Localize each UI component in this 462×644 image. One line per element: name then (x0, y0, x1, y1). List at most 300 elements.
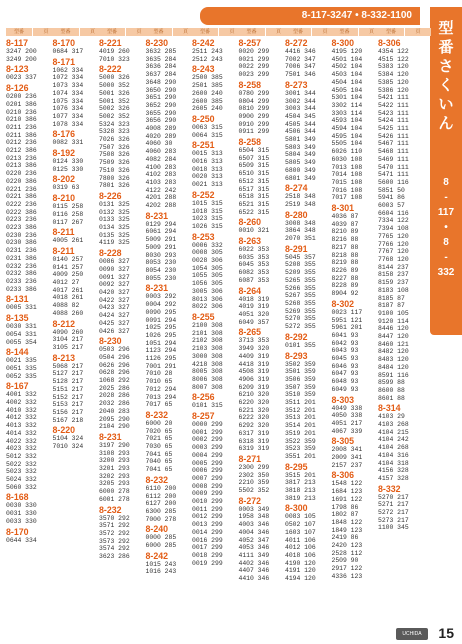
model-page-row: 8599 88 (378, 379, 405, 387)
model-page-row: 4104 268 (378, 444, 409, 452)
model-page-row: 2100 308 (192, 321, 223, 329)
model-page-row: 4906 319 (238, 375, 270, 383)
model-page-row: 2104 290 (99, 423, 130, 431)
model-page-row: 4191 120 (285, 567, 316, 575)
model-page-row: 4102 283 (145, 171, 177, 179)
model-page-row: 3949 320 (238, 345, 270, 353)
model-page-row: 6000 285 (145, 542, 177, 550)
model-page-row: 5001 352 (99, 97, 130, 105)
series-code: 8-232 (145, 474, 168, 485)
model-page-row: 0090 295 (145, 308, 177, 316)
model-page-row: 5471 111 (378, 171, 409, 179)
model-page-row: 5271 217 (378, 501, 409, 509)
model-page-row: 3864 348 (285, 227, 316, 235)
model-page-row: 3623 286 (99, 553, 130, 561)
model-page-row: 7017 108 (331, 194, 363, 202)
model-page-row: 0008 305 (192, 249, 223, 257)
column-header-label: 型番 (239, 28, 265, 36)
model-page-row: 0212 236 (6, 139, 37, 147)
model-page-row: 0125 330 (52, 165, 84, 173)
model-page-row: 4594 104 (331, 125, 363, 133)
model-page-row: 7800 326 (99, 174, 130, 182)
model-page-row: 6504 315 (238, 147, 270, 155)
model-page-row: 0019 299 (192, 559, 223, 567)
model-page-row: 0012 299 (192, 513, 223, 521)
model-page-row: 0422 327 (99, 296, 130, 304)
model-page-row: 0015 313 (192, 150, 223, 158)
model-page-row: 4067 339 (331, 427, 363, 435)
model-page-row: 0503 296 (99, 346, 130, 354)
column-header-label: 型番 (285, 28, 311, 36)
model-page-row: 8030 293 (145, 251, 177, 259)
model-page-row: 6041 93 (331, 331, 359, 339)
series-code: 8-253 (192, 231, 215, 242)
model-page-row: 4023 332 (6, 445, 37, 453)
model-page-row: 0211 236 (6, 123, 37, 131)
series-code: 8-300 (285, 503, 308, 514)
model-page-row: 0009 299 (192, 490, 223, 498)
model-page-row: 3003 344 (285, 105, 316, 113)
model-page-row: 0220 236 (6, 170, 37, 178)
model-page-row: 0001 299 (192, 428, 223, 436)
model-page-row: 0133 325 (99, 216, 130, 224)
model-page-row: 1056 305 (192, 280, 223, 288)
model-page-row: 0022 299 (238, 63, 270, 71)
model-page-row: 1077 334 (52, 112, 84, 120)
model-page-row: 0018 299 (192, 551, 223, 559)
model-page-row: 4111 349 (238, 551, 270, 559)
model-page-row: 2512 243 (192, 55, 223, 63)
model-page-row: 0210 386 (6, 116, 37, 124)
model-page-row: 3570 292 (99, 514, 130, 522)
model-page-row: 0021 313 (192, 181, 223, 189)
model-page-row: 7012 294 (145, 385, 177, 393)
model-page-row: 0031 330 (6, 510, 37, 518)
series-code: 8-144 (6, 347, 29, 358)
model-page-row: 6522 315 (238, 208, 270, 216)
model-page-row: 0900 299 (238, 112, 270, 120)
model-page-row: 5801 349 (285, 136, 316, 144)
model-page-row: 0063 315 (192, 123, 223, 131)
series-code: 8-256 (192, 392, 215, 403)
model-page-row: 3303 114 (331, 109, 363, 117)
model-page-row: 5127 217 (52, 370, 84, 378)
model-page-row: 0911 299 (238, 128, 270, 136)
model-page-row: 7017 65 (145, 401, 173, 409)
model-page-row: 2101 308 (192, 329, 223, 337)
series-code: 8-170 (6, 526, 29, 537)
model-page-row: 3200 293 (99, 457, 130, 465)
model-page-row: 0644 334 (6, 536, 37, 544)
model-page-row: 5961 201 (331, 324, 363, 332)
model-page-row: 5266 355 (285, 284, 316, 292)
model-page-row: 1958 348 (238, 513, 270, 521)
model-page-row: 7015 108 (331, 178, 363, 186)
column-header-label: 頁 (405, 28, 431, 36)
model-page-row: 8591 116 (378, 371, 409, 379)
model-page-row: 0030 331 (6, 323, 37, 331)
model-page-row: 5467 111 (378, 140, 409, 148)
model-page-row: 1691 122 (331, 495, 363, 503)
model-page-row: 0005 331 (6, 304, 37, 312)
series-code: 8-168 (6, 492, 29, 503)
model-page-row: 3202 293 (99, 472, 130, 480)
model-page-row: 4082 284 (145, 155, 177, 163)
model-page-row: 4020 289 (145, 132, 177, 140)
model-page-row: 6022 353 (238, 246, 270, 254)
model-page-row: 5423 111 (378, 109, 409, 117)
model-page-row: 7030 65 (145, 443, 173, 451)
series-code: 8-232 (145, 409, 168, 420)
series-code: 8-135 (6, 313, 29, 324)
model-page-row: 3574 292 (99, 545, 130, 553)
model-page-row: 6000 20 (145, 419, 173, 427)
model-page-row: 5209 355 (285, 269, 316, 277)
series-code: 8-257 (238, 38, 261, 48)
model-page-row: 8227 88 (331, 274, 359, 282)
model-page-row: 0101 315 (192, 402, 223, 410)
model-page-row: 5012 332 (6, 452, 37, 460)
model-page-row: 0221 386 (6, 193, 37, 201)
model-page-row: 3656 290 (145, 117, 177, 125)
model-page-row: 3005 306 (192, 287, 223, 295)
model-page-row: 6209 319 (238, 383, 270, 391)
model-page-row: 5045 357 (285, 253, 316, 261)
model-page-row: 3519 201 (285, 429, 316, 437)
model-page-row: 4017 261 (52, 286, 84, 294)
model-page-row: 0780 299 (238, 89, 270, 97)
model-page-row: 8226 89 (331, 266, 359, 274)
model-page-row: 3247 200 (6, 48, 37, 55)
model-page-row: 1016 243 (145, 568, 177, 576)
model-page-row: 0684 317 (52, 48, 84, 55)
model-page-row: 0233 236 (6, 277, 37, 285)
model-page-row: 0134 325 (99, 224, 130, 232)
model-page-row: 4157 328 (378, 474, 409, 482)
series-code: 8-272 (238, 495, 261, 506)
series-code: 8-260 (238, 217, 261, 228)
model-page-row: 1684 123 (331, 488, 363, 496)
column-header-label: 頁 (126, 28, 152, 36)
model-page-row: 4508 319 (238, 368, 270, 376)
column-header-label: 頁 (219, 28, 245, 36)
model-page-row: 4088 260 (52, 309, 84, 317)
model-page-row: 3008 348 (285, 219, 316, 227)
model-page-row: 4049 338 (331, 404, 363, 412)
model-page-row: 0230 236 (6, 231, 37, 239)
model-page-row: 5000 326 (99, 74, 130, 82)
model-page-row: 6110 200 (145, 484, 177, 492)
model-page-row: 4012 106 (285, 544, 316, 552)
model-page-row: 3002 344 (285, 97, 316, 105)
model-page-row: 0424 327 (99, 312, 130, 320)
model-page-row: 0023 299 (238, 71, 270, 79)
model-page-row: 0213 236 (6, 154, 37, 162)
model-page-row: 8217 88 (331, 243, 359, 251)
model-page-row: 5328 323 (99, 128, 130, 136)
model-page-row: 6521 315 (238, 200, 270, 208)
series-code: 8-117 (6, 38, 29, 48)
model-page-row: 8158 237 (378, 271, 409, 279)
model-page-row: 4060 283 (145, 148, 177, 156)
model-page-row: 5267 355 (285, 292, 316, 300)
model-page-row: 1018 315 (192, 207, 223, 215)
series-code: 8-202 (52, 174, 75, 185)
series-code: 8-171 (52, 56, 75, 67)
model-page-row: 0005 299 (192, 459, 223, 467)
series-code: 8-230 (145, 38, 168, 48)
model-page-row: 4501 104 (331, 55, 363, 63)
model-page-row: 8218 88 (331, 251, 359, 259)
model-page-row: 3635 284 (145, 55, 177, 63)
model-page-row: 2605 240 (192, 105, 223, 113)
model-page-row: 6510 315 (238, 170, 270, 178)
model-page-row: 0021 299 (238, 55, 270, 63)
model-page-row: 7020 65 (145, 427, 173, 435)
column-header-label: 頁 (33, 28, 59, 36)
model-page-row: 0423 327 (99, 304, 130, 312)
model-page-row: 5009 291 (145, 243, 177, 251)
model-page-row: 3514 201 (285, 422, 316, 430)
model-page-row: 1603 107 (285, 528, 316, 536)
model-page-row: 5060 332 (6, 483, 37, 491)
model-page-row: 4014 332 (6, 429, 37, 437)
model-page-row: 2917 122 (331, 565, 363, 573)
series-code: 8-240 (145, 524, 168, 535)
series-code: 8-211 (52, 245, 75, 256)
model-page-row: 4122 242 (145, 186, 177, 194)
model-page-row: 8460 121 (378, 340, 409, 348)
model-page-row: 0222 236 (6, 200, 37, 208)
model-page-row: 3817 213 (285, 479, 316, 487)
model-page-row: 6221 320 (238, 406, 270, 414)
model-page-row: 0003 292 (145, 293, 177, 301)
model-page-row: 3510 359 (285, 391, 316, 399)
model-page-row: 0028 306 (192, 257, 223, 265)
series-code: 8-273 (285, 79, 308, 90)
model-page-row: 6512 315 (238, 177, 270, 185)
model-page-row: 0101 355 (285, 341, 316, 349)
model-page-row: 3512 201 (285, 406, 316, 414)
series-block (378, 484, 432, 533)
model-page-row: 6801 349 (285, 174, 316, 182)
model-page-row: 7010 323 (99, 55, 130, 63)
model-page-row: 2070 351 (285, 235, 316, 243)
model-page-row: 7768 120 (378, 255, 409, 263)
series-code: 8-314 (378, 403, 401, 414)
model-page-row: 4416 346 (285, 48, 316, 55)
model-page-row: 3302 114 (331, 101, 363, 109)
series-code: 8-228 (99, 248, 122, 259)
model-page-row: 0055 354 (6, 338, 37, 346)
model-page-row: 0008 299 (192, 482, 223, 490)
model-page-row: 7013 108 (331, 163, 363, 171)
model-page-row: 6046 93 (331, 362, 359, 370)
model-page-row: 5270 217 (378, 493, 409, 501)
model-page-row: 0223 386 (6, 224, 37, 232)
model-page-row: 2600 385 (192, 97, 223, 105)
series-code: 8-222 (99, 64, 122, 75)
series-code: 8-302 (331, 298, 354, 309)
model-page-row: 0129 294 (145, 220, 177, 228)
model-page-row: 4005 261 (52, 237, 84, 245)
model-page-row: 8054 230 (145, 266, 177, 274)
model-page-row: 2028 286 (99, 392, 130, 400)
model-page-row: 0140 257 (52, 255, 84, 263)
model-page-row: 4202 288 (145, 202, 177, 210)
model-page-row: 7002 347 (285, 55, 316, 63)
model-page-row: 7801 326 (99, 182, 130, 190)
model-page-row: 4018 261 (52, 294, 84, 302)
model-page-row: 0016 299 (192, 536, 223, 544)
model-page-row: 6517 315 (238, 185, 270, 193)
model-page-row: 5068 217 (52, 362, 84, 370)
index-grid (6, 28, 425, 625)
model-page-row: 0504 296 (99, 353, 130, 361)
model-page-row: 7334 122 (378, 217, 409, 225)
series-code: 8-220 (52, 425, 75, 436)
model-page-row: 0033 330 (6, 517, 37, 525)
series-code: 8-243 (192, 64, 215, 75)
model-page-row: 0810 299 (238, 105, 270, 113)
series-code: 8-295 (285, 461, 308, 472)
model-page-row: 5151 217 (52, 385, 84, 393)
series-code: 8-230 (99, 336, 122, 347)
series-code: 8-126 (6, 83, 29, 94)
model-page-row: 6047 93 (331, 370, 359, 378)
model-page-row: 1015 243 (145, 560, 177, 568)
model-page-row: 3713 353 (238, 337, 270, 345)
series-code: 8-192 (52, 148, 75, 159)
model-page-row: 5469 111 (378, 155, 409, 163)
model-page-row: 4013 332 (6, 422, 37, 430)
model-page-row: 0201 386 (6, 100, 37, 108)
model-page-row: 2519 348 (285, 200, 316, 208)
model-page-row: 0003 299 (192, 444, 223, 452)
model-page-row: 1848 122 (331, 518, 363, 526)
model-page-row: 2300 299 (238, 463, 270, 471)
model-page-row: 8601 88 (378, 394, 405, 402)
model-page-row: 0220 386 (6, 177, 37, 185)
series-code: 8-242 (145, 550, 168, 561)
model-page-row: 5269 355 (285, 307, 316, 315)
model-page-row: 4019 260 (99, 48, 130, 55)
model-page-row: 3507 359 (285, 383, 316, 391)
series-code: 8-221 (99, 38, 122, 48)
model-page-row: 4004 346 (238, 528, 270, 536)
column-header-label: 型番 (378, 28, 404, 36)
model-page-row: 8006 308 (192, 375, 223, 383)
model-page-row: 0626 296 (99, 361, 130, 369)
series-code: 8-293 (285, 350, 308, 361)
model-page-row: 3652 290 (145, 101, 177, 109)
series-code: 8-232 (99, 504, 122, 515)
model-page-row: 0054 331 (6, 330, 37, 338)
model-page-row: 0115 258 (52, 203, 84, 211)
model-page-row: 6049 93 (331, 385, 359, 393)
series-code: 8-258 (238, 79, 261, 90)
model-page-row: 5272 355 (285, 323, 316, 331)
model-page-row: 2419 86 (331, 534, 359, 542)
model-page-row: 4010 332 (6, 406, 37, 414)
model-page-row: 8483 120 (378, 356, 409, 364)
model-page-row: 0141 257 (52, 263, 84, 271)
model-page-row: 3197 290 (99, 441, 130, 449)
series-code: 8-264 (238, 285, 261, 296)
model-page-row: 2500 385 (192, 74, 223, 82)
model-page-row: 8484 120 (378, 363, 409, 371)
model-page-row: 3104 217 (52, 336, 84, 344)
model-page-row: 0000 299 (192, 421, 223, 429)
model-page-row: 7001 291 (145, 362, 177, 370)
model-page-row: 0020 313 (192, 173, 223, 181)
model-page-row: 0132 325 (99, 208, 130, 216)
model-page-row: 5268 355 (285, 299, 316, 307)
model-page-row: 0221 236 (6, 185, 37, 193)
model-page-row: 1126 295 (145, 355, 177, 363)
model-page-row: 6061 294 (145, 228, 177, 236)
model-page-row: 0091 327 (99, 273, 130, 281)
series-block (6, 527, 60, 545)
series-code: 8-211 (52, 227, 75, 238)
model-page-row: 2157 237 (331, 461, 363, 469)
model-page-row: 5273 217 (378, 516, 409, 524)
model-page-row: 8144 237 (378, 263, 409, 271)
model-page-row: 0213 386 (6, 162, 37, 170)
model-page-row: 6001 278 (99, 495, 130, 503)
model-page-row: 8904 92 (331, 290, 359, 298)
model-page-row: 8013 306 (192, 295, 223, 303)
model-page-row: 0804 299 (238, 97, 270, 105)
model-page-row: 6045 93 (331, 355, 359, 363)
model-page-row: 4036 87 (331, 213, 359, 221)
model-page-row: 5600 116 (378, 178, 409, 186)
model-page-row: 0064 315 (192, 131, 223, 139)
model-page-row: 6112 200 (145, 492, 177, 500)
model-page-row: 6222 320 (238, 414, 270, 422)
model-page-row: 3551 201 (285, 452, 316, 460)
model-page-row: 2095 290 (99, 415, 130, 423)
series-code: 8-272 (285, 38, 308, 48)
model-page-row: 4100 283 (145, 163, 177, 171)
model-page-row: 1051 294 (145, 339, 177, 347)
model-page-row: 2511 243 (192, 48, 223, 55)
model-page-row: 1025 295 (145, 324, 177, 332)
model-page-row: 6292 320 (238, 422, 270, 430)
column-header-label: 型番 (6, 28, 32, 36)
model-page-row: 0231 236 (6, 247, 37, 255)
model-page-row: 2008 341 (331, 446, 363, 454)
model-page-row: 0006 299 (192, 467, 223, 475)
model-page-row: 0010 321 (238, 227, 270, 235)
model-page-row: 0425 327 (99, 319, 130, 327)
model-page-row: 0013 299 (192, 521, 223, 529)
model-page-row: 0091 294 (145, 316, 177, 324)
model-page-row: 7010 65 (145, 378, 173, 386)
model-page-row: 2040 283 (99, 407, 130, 415)
model-page-row: 3201 293 (99, 465, 130, 473)
series-code: 8-255 (192, 311, 215, 322)
model-page-row: 4039 87 (331, 220, 359, 228)
model-page-row: 7010 28 (145, 370, 173, 378)
model-page-row: 4019 319 (238, 303, 270, 311)
model-page-row: 4052 347 (238, 536, 270, 544)
model-page-row: 2210 359 (238, 479, 270, 487)
series-code: 8-300 (331, 38, 354, 48)
model-page-row: 5422 111 (378, 101, 409, 109)
model-page-row: 3650 290 (145, 86, 177, 94)
series-code: 8-251 (192, 140, 215, 151)
